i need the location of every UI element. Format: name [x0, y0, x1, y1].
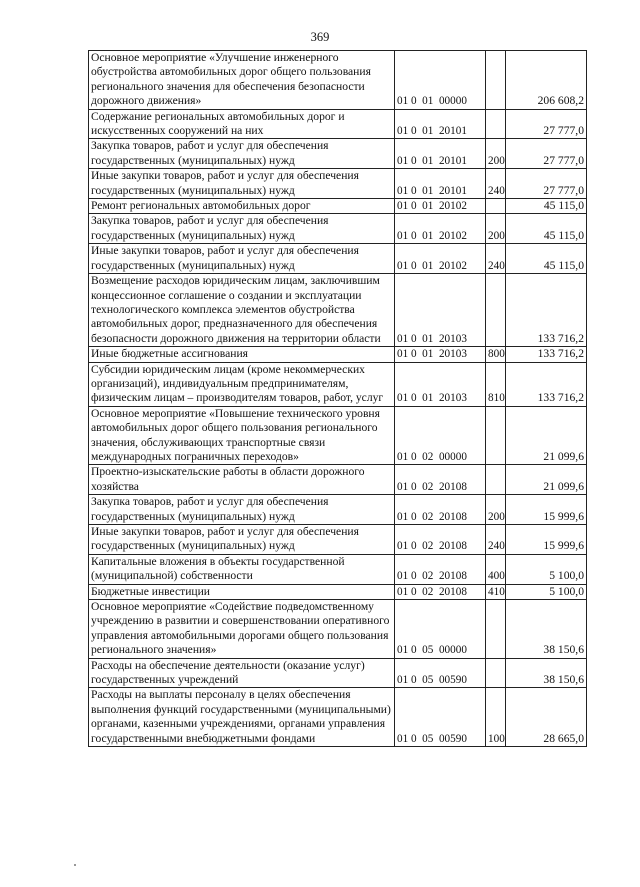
- row-amount-cell: 133 716,2: [506, 362, 587, 406]
- row-vr-cell: 200: [486, 214, 506, 244]
- row-name-cell: Субсидии юридическим лицам (кроме некоммерческих организаций), индивидуальным предпринимателям, физическим лицам – производителям товаров, работ, услуг: [89, 362, 395, 406]
- row-vr-cell: [486, 465, 506, 495]
- table-row: [89, 139, 587, 169]
- row-code-cell: 01 0 01 00000: [395, 51, 486, 110]
- table-row: [89, 495, 587, 525]
- row-code-cell: 01 0 01 20101: [395, 139, 486, 169]
- row-vr-cell: 100: [486, 688, 506, 747]
- row-code-cell: 01 0 01 20102: [395, 199, 486, 214]
- row-name-cell: Иные бюджетные ассигнования: [89, 347, 395, 362]
- row-amount-cell: 133 716,2: [506, 347, 587, 362]
- row-name-cell: Иные закупки товаров, работ и услуг для обеспечения государственных (муниципальных) нужд: [89, 169, 395, 199]
- row-vr-cell: 200: [486, 139, 506, 169]
- row-code-cell: 01 0 02 20108: [395, 554, 486, 584]
- table-row: [89, 600, 587, 659]
- row-vr-cell: 800: [486, 347, 506, 362]
- table-row: [89, 658, 587, 688]
- table-row: [89, 199, 587, 214]
- row-amount-cell: 45 115,0: [506, 214, 587, 244]
- row-amount-cell: 38 150,6: [506, 600, 587, 659]
- table-row: [89, 169, 587, 199]
- table-row: [89, 362, 587, 406]
- row-amount-cell: 133 716,2: [506, 274, 587, 347]
- table-row: [89, 244, 587, 274]
- table-row: [89, 465, 587, 495]
- row-vr-cell: [486, 109, 506, 139]
- row-code-cell: 01 0 01 20103: [395, 347, 486, 362]
- row-vr-cell: [486, 274, 506, 347]
- row-name-cell: Закупка товаров, работ и услуг для обеспечения государственных (муниципальных) нужд: [89, 139, 395, 169]
- row-vr-cell: [486, 600, 506, 659]
- row-code-cell: 01 0 02 20108: [395, 465, 486, 495]
- row-name-cell: Ремонт региональных автомобильных дорог: [89, 199, 395, 214]
- row-name-cell: Расходы на обеспечение деятельности (оказание услуг) государственных учреждений: [89, 658, 395, 688]
- table-row: [89, 554, 587, 584]
- row-vr-cell: 240: [486, 169, 506, 199]
- row-name-cell: Закупка товаров, работ и услуг для обеспечения государственных (муниципальных) нужд: [89, 214, 395, 244]
- row-amount-cell: 45 115,0: [506, 244, 587, 274]
- table-row: [89, 584, 587, 599]
- row-name-cell: Основное мероприятие «Повышение технического уровня автомобильных дорог общего пользования регионального значения, обслуживающих транспортные связи международных пограничных переходов»: [89, 406, 395, 465]
- table-row: [89, 51, 587, 110]
- row-vr-cell: 400: [486, 554, 506, 584]
- row-code-cell: 01 0 01 20101: [395, 169, 486, 199]
- row-name-cell: Основное мероприятие «Улучшение инженерного обустройства автомобильных дорог общего пользования регионального значения для обеспечения безопасности дорожного движения»: [89, 51, 395, 110]
- row-code-cell: 01 0 05 00590: [395, 658, 486, 688]
- row-name-cell: Бюджетные инвестиции: [89, 584, 395, 599]
- row-amount-cell: 5 100,0: [506, 584, 587, 599]
- table-row: [89, 406, 587, 465]
- row-code-cell: 01 0 02 20108: [395, 495, 486, 525]
- row-vr-cell: 240: [486, 525, 506, 555]
- row-vr-cell: [486, 51, 506, 110]
- row-amount-cell: 206 608,2: [506, 51, 587, 110]
- row-name-cell: Содержание региональных автомобильных дорог и искусственных сооружений на них: [89, 109, 395, 139]
- row-amount-cell: 27 777,0: [506, 139, 587, 169]
- row-name-cell: Закупка товаров, работ и услуг для обеспечения государственных (муниципальных) нужд: [89, 495, 395, 525]
- table-row: [89, 688, 587, 747]
- row-vr-cell: [486, 199, 506, 214]
- row-amount-cell: 27 777,0: [506, 169, 587, 199]
- row-name-cell: Возмещение расходов юридическим лицам, заключившим концессионное соглашение о создании и эксплуатации технологического комплекса элементов обустройства автомобильных дорог, предназначенного для обеспечения безопасности дорожного движения на территории области: [89, 274, 395, 347]
- row-amount-cell: 45 115,0: [506, 199, 587, 214]
- row-code-cell: 01 0 02 00000: [395, 406, 486, 465]
- row-vr-cell: [486, 406, 506, 465]
- row-code-cell: 01 0 02 20108: [395, 525, 486, 555]
- row-amount-cell: 38 150,6: [506, 658, 587, 688]
- row-vr-cell: 410: [486, 584, 506, 599]
- row-code-cell: 01 0 01 20102: [395, 244, 486, 274]
- row-vr-cell: 200: [486, 495, 506, 525]
- table-row: [89, 214, 587, 244]
- row-name-cell: Иные закупки товаров, работ и услуг для обеспечения государственных (муниципальных) нужд: [89, 244, 395, 274]
- row-amount-cell: 21 099,6: [506, 406, 587, 465]
- row-code-cell: 01 0 02 20108: [395, 584, 486, 599]
- row-code-cell: 01 0 01 20101: [395, 109, 486, 139]
- page-number: 369: [310, 30, 330, 44]
- table-row: [89, 109, 587, 139]
- row-code-cell: 01 0 05 00590: [395, 688, 486, 747]
- row-name-cell: Расходы на выплаты персоналу в целях обеспечения выполнения функций государственными (муниципальными) органами, казенными учреждениями, органами управления государственными внебюджетными фондами: [89, 688, 395, 747]
- row-name-cell: Основное мероприятие «Содействие подведомственному учреждению в развитии и совершенствовании оперативного управления автомобильными дорогами общего пользования регионального значения»: [89, 600, 395, 659]
- row-vr-cell: 810: [486, 362, 506, 406]
- row-vr-cell: 240: [486, 244, 506, 274]
- row-name-cell: Иные закупки товаров, работ и услуг для обеспечения государственных (муниципальных) нужд: [89, 525, 395, 555]
- scan-speck: [74, 864, 76, 866]
- row-amount-cell: 5 100,0: [506, 554, 587, 584]
- budget-table-body: [89, 51, 587, 747]
- row-code-cell: 01 0 01 20103: [395, 362, 486, 406]
- budget-table: [88, 50, 587, 747]
- row-name-cell: Проектно-изыскательские работы в области дорожного хозяйства: [89, 465, 395, 495]
- row-code-cell: 01 0 05 00000: [395, 600, 486, 659]
- row-vr-cell: [486, 658, 506, 688]
- table-row: [89, 347, 587, 362]
- row-name-cell: Капитальные вложения в объекты государственной (муниципальной) собственности: [89, 554, 395, 584]
- row-amount-cell: 15 999,6: [506, 495, 587, 525]
- row-code-cell: 01 0 01 20102: [395, 214, 486, 244]
- table-row: [89, 274, 587, 347]
- row-amount-cell: 27 777,0: [506, 109, 587, 139]
- row-amount-cell: 28 665,0: [506, 688, 587, 747]
- row-amount-cell: 15 999,6: [506, 525, 587, 555]
- table-row: [89, 525, 587, 555]
- row-amount-cell: 21 099,6: [506, 465, 587, 495]
- row-code-cell: 01 0 01 20103: [395, 274, 486, 347]
